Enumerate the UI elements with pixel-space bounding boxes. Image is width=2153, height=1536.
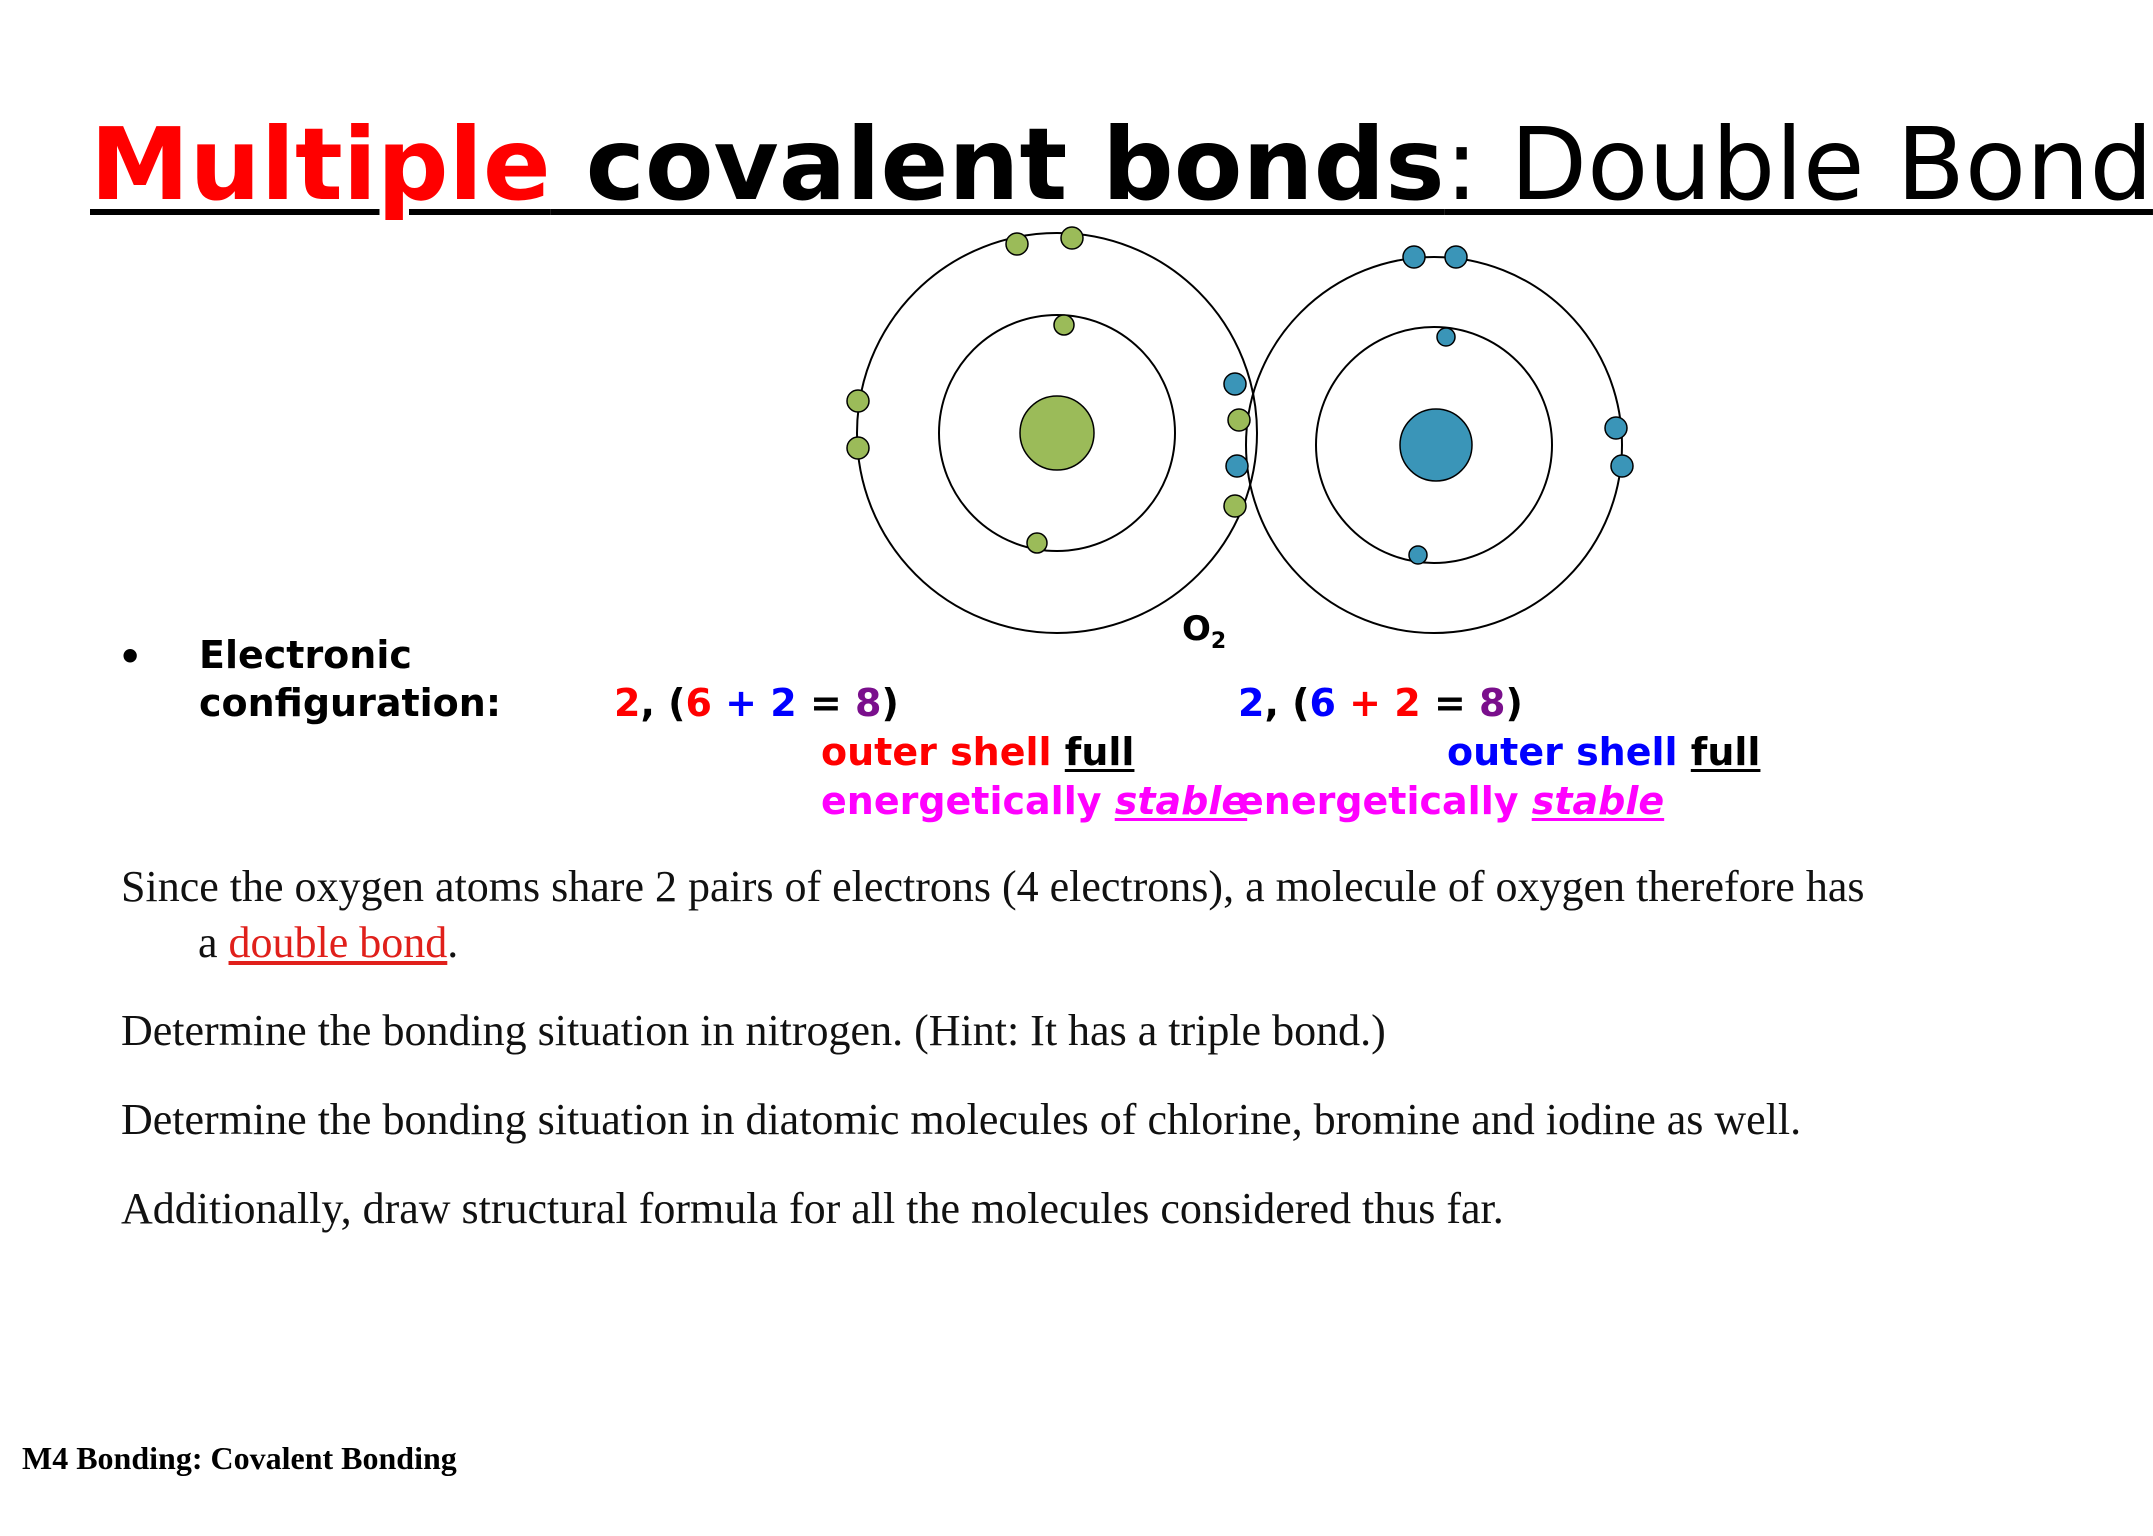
config-right-energetically xyxy=(1238,776,1664,826)
config-right-outer-shell xyxy=(1447,727,1760,777)
right-electron xyxy=(1437,328,1455,346)
right-electron xyxy=(1445,246,1467,268)
cfg-left-close: ) xyxy=(881,681,899,725)
title-double-bond: : Double Bond xyxy=(1444,106,2153,223)
cfg-right-outer-b: full xyxy=(1690,730,1761,774)
cfg-left-outer-b: full xyxy=(1064,730,1135,774)
cfg-right-plus: + xyxy=(1335,681,1395,725)
cfg-right-close: ) xyxy=(1505,681,1523,725)
left-electron xyxy=(1054,315,1074,335)
cfg-right-n3: 2 xyxy=(1394,681,1421,725)
right-shared-electron xyxy=(1224,373,1246,395)
cfg-left-energy-b: stable xyxy=(1114,779,1248,823)
cfg-right-energy-a: energetically xyxy=(1238,779,1532,823)
config-right-numbers xyxy=(1238,678,1523,728)
paragraph-4: Additionally, draw structural formula for all the molecules considered thus far. xyxy=(121,1184,1504,1233)
config-label-line1: Electronic xyxy=(199,633,412,677)
title-covalent-bonds: covalent bonds xyxy=(550,106,1445,223)
left-electron xyxy=(1027,533,1047,553)
p1-prefix: a xyxy=(198,918,229,967)
config-left-energetically xyxy=(821,776,1247,826)
paragraph-1-line1: Since the oxygen atoms share 2 pairs of electrons (4 electrons), a molecule of oxygen therefore has xyxy=(121,862,1865,911)
left-nucleus xyxy=(1020,396,1094,470)
cfg-right-n1: 2 xyxy=(1238,681,1265,725)
cfg-right-eq: = xyxy=(1420,681,1480,725)
right-nucleus xyxy=(1400,409,1472,481)
cfg-right-energy-b: stable xyxy=(1531,779,1665,823)
config-left-numbers xyxy=(614,678,899,728)
paragraph-2: Determine the bonding situation in nitrogen. (Hint: It has a triple bond.) xyxy=(121,1006,1386,1055)
cfg-left-n3: 2 xyxy=(770,681,797,725)
right-electron xyxy=(1605,417,1627,439)
footer-title: M4 Bonding: Covalent Bonding xyxy=(22,1440,457,1476)
left-electron xyxy=(1061,227,1083,249)
molecule-subscript: 2 xyxy=(1210,628,1227,654)
right-shared-electron xyxy=(1226,455,1248,477)
left-shared-electron xyxy=(1224,495,1246,517)
molecule-label xyxy=(1182,609,1226,662)
molecule-symbol: O xyxy=(1182,609,1211,649)
cfg-right-sep: , ( xyxy=(1264,681,1310,725)
cfg-left-eq: = xyxy=(796,681,856,725)
left-shared-electron xyxy=(1228,409,1250,431)
cfg-right-outer-a: outer shell xyxy=(1447,730,1678,774)
cfg-left-n4: 8 xyxy=(855,681,882,725)
left-electron xyxy=(1006,233,1028,255)
title-multiple: Multiple xyxy=(90,106,551,223)
paragraph-1-line2 xyxy=(198,915,458,971)
right-electron xyxy=(1611,455,1633,477)
config-label-line2: configuration: xyxy=(199,681,502,725)
right-electron xyxy=(1403,246,1425,268)
p1-suffix: . xyxy=(447,918,459,967)
cfg-right-n2: 6 xyxy=(1309,681,1336,725)
cfg-left-n2: 6 xyxy=(685,681,712,725)
bullet: • xyxy=(118,635,143,679)
left-electron xyxy=(847,390,869,412)
cfg-left-energy-a: energetically xyxy=(821,779,1115,823)
cfg-right-n4: 8 xyxy=(1479,681,1506,725)
right-electron xyxy=(1409,546,1427,564)
left-electron xyxy=(847,437,869,459)
double-bond-term: double bond xyxy=(228,918,448,967)
cfg-left-outer-a: outer shell xyxy=(821,730,1052,774)
cfg-left-plus: + xyxy=(711,681,771,725)
paragraph-3: Determine the bonding situation in diatomic molecules of chlorine, bromine and iodine as well. xyxy=(121,1095,1802,1144)
config-left-outer-shell xyxy=(821,727,1134,777)
cfg-left-sep: , ( xyxy=(640,681,686,725)
cfg-left-n1: 2 xyxy=(614,681,641,725)
